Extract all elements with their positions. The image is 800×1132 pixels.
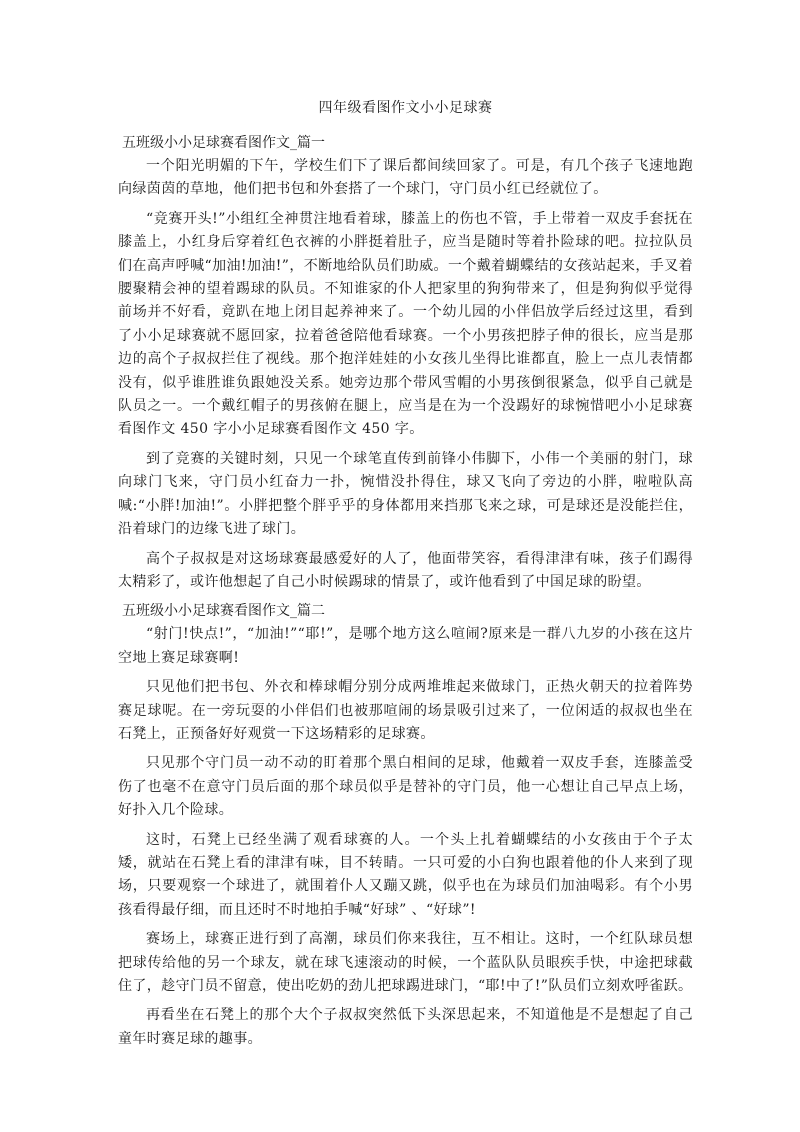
paragraph: 一个阳光明媚的下午，学校生们下了课后都间续回家了。可是，有几个孩子飞速地跑向绿茵茵的草地，他们把书包和外套搭了一个球门，守门员小红已经就位了。 [118,158,693,198]
essay-section-1 [118,132,693,594]
section-heading: 五班级小小足球赛看图作文_篇一 [122,135,325,151]
paragraph: 这时，石凳上已经坐满了观看球赛的人。一个头上扎着蝴蝶结的小女孩由于个子太矮，就站在石凳上看的津津有味，目不转睛。一只可爱的小白狗也跟着他的仆人来到了现场，只要观察一个球进了，就围着仆人又蹦又跳，似乎也在为球员们加油喝彩。有个小男孩看得最仔细，而且还时不时地拍手喊“好球” 、“好球”! [118,831,693,918]
paragraph: “射门!快点!”，“加油!”“耶!”，是哪个地方这么喧闹?原来是一群八九岁的小孩在这片空地上赛足球赛啊! [118,626,693,666]
document-page [118,98,693,1057]
essay-section-2 [118,600,693,1051]
paragraph: 再看坐在石凳上的那个大个子叔叔突然低下头深思起来，不知道他是不是想起了自己童年时赛足球的趣事。 [118,1007,693,1047]
document-title: 四年级看图作文小小足球赛 [318,100,493,116]
paragraph: 赛场上，球赛正进行到了高潮，球员们你来我往，互不相让。这时，一个红队球员想把球传给他的另一个球友，就在球飞速滚动的时候，一个蓝队队员眼疾手快，中途把球截住了，趁守门员不留意，使出吃奶的劲儿把球踢进球门，“耶!中了!”队员们立刻欢呼雀跃。 [118,931,693,994]
section-heading: 五班级小小足球赛看图作文_篇二 [122,603,325,620]
paragraph: 高个子叔叔是对这场球赛最感爱好的人了，他面带笑容，看得津津有味，孩子们踢得太精彩了，或许他想起了自己小时候踢球的情景了，或许他看到了中国足球的盼望。 [118,550,693,590]
paragraph: 到了竞赛的关键时刻，只见一个球笔直传到前锋小伟脚下，小伟一个美丽的射门，球向球门飞来，守门员小红奋力一扑，惋惜没扑得住，球又飞向了旁边的小胖，啦啦队高喊:“小胖!加油!”。小胖把整个胖乎乎的身体都用来挡那飞来之球，可是球还是没能拦住，沿着球门的边缘飞进了球门。 [118,450,693,538]
paragraph: “竞赛开头!”小组红全神贯注地看着球，膝盖上的伤也不管，手上带着一双皮手套抚在膝盖上，小红身后穿着红色衣裤的小胖挺着肚子，应当是随时等着扑险球的吧。拉拉队员们在高声呼喊“加油!加油!”，不断地给队员们助威。一个戴着蝴蝶结的女孩站起来，手叉着腰聚精会神的望着踢球的队员。不知谁家的仆人把家里的狗狗带来了，但是狗狗似乎觉得前场并不好看，竟趴在地上闭目起养神来了。一个幼儿园的小伴侣放学后经过这里，看到了小小足球赛就不愿回家，拉着爸爸陪他看球赛。一个小男孩把脖子伸的很长，应当是那边的高个子叔叔拦住了视线。那个抱洋娃娃的小女孩儿坐得比谁都直，脸上一点儿表情都没有，似乎谁胜谁负跟她没关系。她旁边那个带风雪帽的小男孩倒很紧急，似乎自己就是队员之一。一个戴红帽子的男孩俯在腿上，应当是在为一个没踢好的球惋惜吧小小足球赛看图作文 450 字小小足球赛看图作文 450 字。 [118,210,693,438]
paragraph: 只见那个守门员一动不动的盯着那个黑白相间的足球，他戴着一双皮手套，连膝盖受伤了也毫不在意守门员后面的那个球员似乎是替补的守门员，他一心想让自己早点上场，好扑入几个险球。 [118,755,693,819]
paragraph: 只见他们把书包、外衣和棒球帽分别分成两堆堆起来做球门，正热火朝天的拉着阵势赛足球呢。在一旁玩耍的小伴侣们也被那喧闹的场景吸引过来了，一位闲适的叔叔也坐在石凳上，正预备好好观赏一下这场精彩的足球赛。 [118,679,693,742]
